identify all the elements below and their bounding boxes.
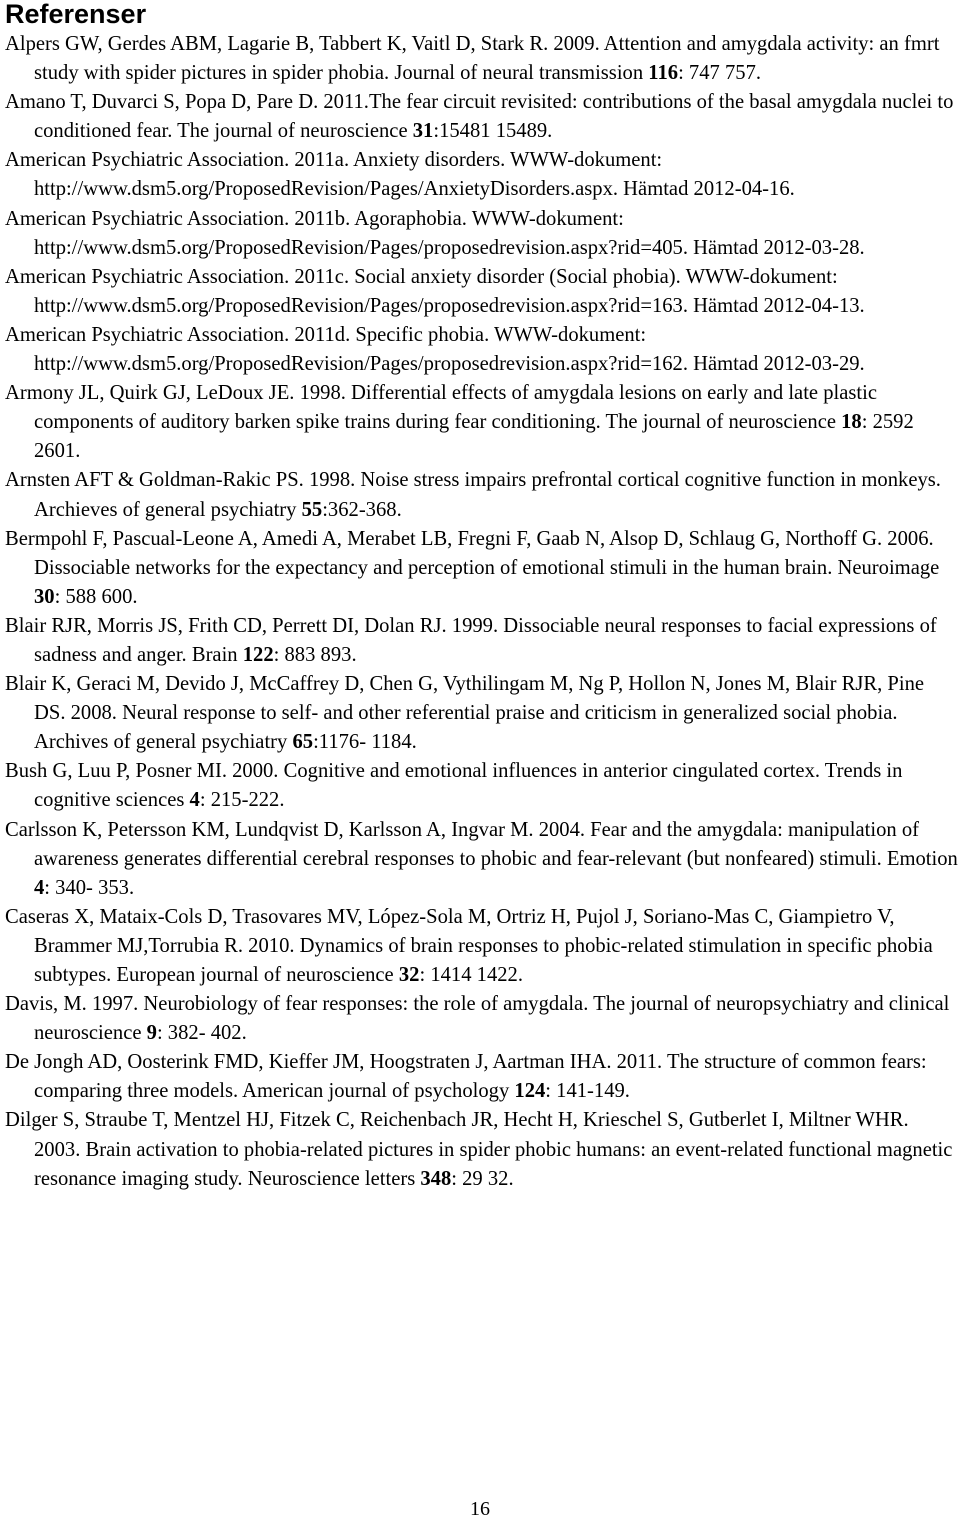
reference-text: Bush G, Luu P, Posner MI. 2000. Cognitive and emotional influences in anterior cingulated cortex. Trends in cognitive sciences (5, 760, 903, 812)
reference-volume: 348 (420, 1167, 452, 1190)
reference-volume: 55 (301, 498, 323, 521)
reference-item (5, 146, 960, 204)
reference-item (5, 1106, 960, 1193)
reference-text: Blair K, Geraci M, Devido J, McCaffrey D, Chen G, Vythilingam M, Ng P, Hollon N, Jones M, Blair RJR, Pine DS. 2008. Neural response to self- and other referential praise and criticism in generalized social phobia. Archives of general psychiatry (5, 673, 925, 754)
reference-volume: 30 (34, 585, 55, 608)
reference-text: Amano T, Duvarci S, Popa D, Pare D. 2011.The fear circuit revisited: contributions of the basal amygdala nuclei to conditioned fear. The journal of neuroscience (5, 91, 954, 143)
reference-text: Bermpohl F, Pascual-Leone A, Amedi A, Merabet LB, Fregni F, Gaab N, Alsop D, Schlaug G, Northoff G. 2006. Dissociable networks for the expectancy and perception of emotional stimuli in the human brain. Neuroimage (5, 527, 940, 579)
reference-item (5, 525, 960, 612)
reference-text: Armony JL, Quirk GJ, LeDoux JE. 1998. Differential effects of amygdala lesions on early and late plastic components of auditory barken spike trains during fear conditioning. The journal of neuroscience (5, 382, 877, 434)
reference-volume: 9 (146, 1022, 157, 1045)
reference-pages: : 2592 2601. (34, 411, 914, 463)
reference-text: Arnsten AFT & Goldman-Rakic PS. 1998. Noise stress impairs prefrontal cortical cognitive function in monkeys. Archieves of general psychiatry (5, 469, 941, 521)
reference-volume: 4 (34, 876, 45, 899)
reference-item (5, 466, 960, 524)
reference-text: Davis, M. 1997. Neurobiology of fear responses: the role of amygdala. The journal of neuropsychiatry and clinical neuroscience (5, 993, 950, 1045)
reference-volume: 18 (841, 411, 862, 434)
reference-item (5, 757, 960, 815)
reference-pages: : 588 600. (54, 585, 138, 608)
page-number: 16 (470, 1498, 490, 1520)
reference-item (5, 263, 960, 321)
reference-pages: :1176- 1184. (313, 731, 417, 754)
reference-volume: 124 (514, 1080, 546, 1103)
reference-item (5, 816, 960, 903)
reference-volume: 4 (189, 789, 200, 812)
reference-item (5, 990, 960, 1048)
reference-text: De Jongh AD, Oosterink FMD, Kieffer JM, Hoogstraten J, Aartman IHA. 2011. The structure of common fears: comparing three models. American journal of psychology (5, 1051, 927, 1103)
reference-pages: : 29 32. (451, 1167, 514, 1190)
reference-item (5, 88, 960, 146)
reference-pages: :362-368. (322, 498, 402, 521)
page-title: Referenser (5, 0, 147, 29)
reference-text: Dilger S, Straube T, Mentzel HJ, Fitzek C, Reichenbach JR, Hecht H, Krieschel S, Gutberlet I, Miltner WHR. 2003. Brain activation to phobia-related pictures in spider phobic humans: an event-related functional magnetic resonance imaging study. Neuroscience letters (5, 1109, 953, 1190)
reference-item (5, 321, 960, 379)
reference-text: American Psychiatric Association. 2011a. Anxiety disorders. WWW-dokument: http://www.dsm5.org/ProposedRevision/Pages/AnxietyDisorders.aspx. Hämtad 2012-04-16. (5, 149, 795, 201)
reference-item (5, 670, 960, 757)
reference-text: Carlsson K, Petersson KM, Lundqvist D, Karlsson A, Ingvar M. 2004. Fear and the amygdala: manipulation of awareness generates differential cerebral responses to phobic and fear-relevant (but nonfeared) stimuli. Emotion (5, 818, 958, 870)
reference-text: American Psychiatric Association. 2011c. Social anxiety disorder (Social phobia). WWW-dokument: http://www.dsm5.org/ProposedRevision/Pages/proposedrevision.aspx?rid=163. Hämtad 2012-04-13. (5, 265, 865, 317)
reference-item (5, 903, 960, 990)
reference-pages: : 883 893. (273, 643, 357, 666)
reference-text: American Psychiatric Association. 2011b. Agoraphobia. WWW-dokument: http://www.dsm5.org/ProposedRevision/Pages/proposedrevision.aspx?rid=405. Hämtad 2012-03-28. (5, 207, 865, 259)
reference-volume: 122 (242, 643, 274, 666)
reference-item (5, 612, 960, 670)
reference-text: Caseras X, Mataix-Cols D, Trasovares MV, López-Sola M, Ortriz H, Pujol J, Soriano-Mas C, Giampietro V, Brammer MJ,Torrubia R. 2010. Dynamics of brain responses to phobic-related stimulation in specific phobia subtypes. European journal of neuroscience (5, 905, 933, 986)
reference-text: American Psychiatric Association. 2011d. Specific phobia. WWW-dokument: http://www.dsm5.org/ProposedRevision/Pages/proposedrevision.aspx?rid=162. Hämtad 2012-03-29. (5, 323, 865, 376)
reference-item (5, 1048, 960, 1106)
reference-volume: 65 (292, 731, 314, 754)
reference-volume: 116 (648, 62, 679, 85)
reference-volume: 31 (412, 120, 434, 143)
reference-pages: : 215-222. (199, 789, 285, 812)
reference-volume: 32 (398, 964, 420, 986)
reference-pages: : 1414 1422. (419, 964, 523, 986)
reference-list (5, 30, 960, 1194)
reference-pages: : 747 757. (678, 62, 762, 85)
reference-pages: : 141-149. (545, 1080, 630, 1103)
reference-item (5, 205, 960, 263)
reference-pages: :15481 15489. (433, 120, 553, 143)
reference-pages: : 382- 402. (156, 1022, 247, 1045)
reference-text: Alpers GW, Gerdes ABM, Lagarie B, Tabbert K, Vaitl D, Stark R. 2009. Attention and amygdala activity: an fmrt study with spider pictures in spider phobia. Journal of neural transmission (5, 33, 940, 85)
reference-text: Blair RJR, Morris JS, Frith CD, Perrett DI, Dolan RJ. 1999. Dissociable neural responses to facial expressions of sadness and anger. Brain (5, 614, 937, 666)
reference-item (5, 379, 960, 466)
reference-item (5, 30, 960, 88)
reference-pages: : 340- 353. (44, 876, 135, 899)
